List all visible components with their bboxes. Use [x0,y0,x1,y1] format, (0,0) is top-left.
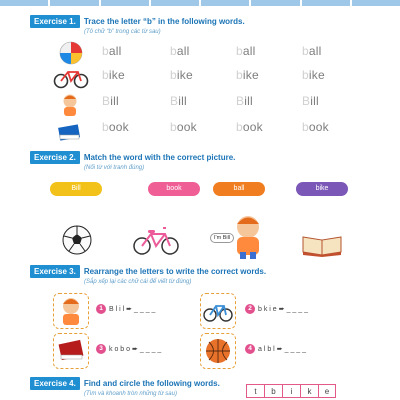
exercise-4-title: Find and circle the following words. [83,379,220,388]
pill-book[interactable]: book [148,182,200,196]
boy-bill-picture[interactable] [228,213,268,259]
word-rest: all [176,44,190,58]
exercise-3-subtitle: (Sắp xếp lại các chữ cái để viết từ đúng) [84,279,192,285]
pink-bicycle-icon[interactable] [132,222,180,256]
word-rest: ill [178,94,187,108]
exercise-4-subtitle: (Tìm và khoanh tròn những từ sau) [84,391,177,397]
word-rest: ook [176,120,197,134]
scramble-1: 1 B l i l ➨ _ _ _ _ [96,304,155,314]
pill-ball[interactable]: ball [213,182,265,196]
boy-bill-icon [54,294,88,328]
number-badge: 2 [245,304,255,314]
bicycle-icon [53,67,89,89]
word-rest: ike [242,68,259,82]
trace-letter[interactable]: b [102,120,109,134]
word-rest: ook [242,120,263,134]
word-rest: all [308,44,322,58]
trace-letter[interactable]: B [170,94,179,108]
exercise-1-subtitle: (Tô chữ “b” trong các từ sau) [84,29,161,35]
exercise-2-tag: Exercise 2. [30,151,80,164]
grid-cell[interactable]: b [264,384,282,398]
answer-blanks[interactable]: _ _ _ _ [134,305,156,313]
answer-blanks[interactable]: _ _ _ _ [284,345,307,353]
trace-word[interactable] [302,68,325,82]
beach-ball-icon [58,40,84,66]
boy-bill-icon [55,93,85,119]
soccer-ball-icon[interactable] [61,224,93,256]
trace-letter[interactable]: b [102,68,109,82]
picture-box-4 [200,333,236,369]
trace-letter[interactable]: B [302,94,311,108]
word-rest: ike [176,68,193,82]
book-icon [56,122,82,142]
word-rest: ike [108,68,125,82]
trace-letter[interactable]: b [170,68,177,82]
trace-word[interactable] [236,68,259,82]
number-badge: 4 [245,344,255,354]
trace-letter[interactable]: b [170,44,177,58]
answer-blanks[interactable]: _ _ _ _ [139,345,162,353]
word-rest: ook [308,120,329,134]
trace-word[interactable] [170,68,193,82]
exercise-4-tag: Exercise 4. [30,377,80,390]
exercise-3-header [30,265,266,278]
trace-letter[interactable]: b [236,68,243,82]
grid-cell[interactable]: k [300,384,318,398]
word-rest: ill [110,94,119,108]
trace-word[interactable] [302,94,319,108]
trace-letter[interactable]: B [236,94,245,108]
trace-letter[interactable]: b [102,44,109,58]
exercise-3-title: Rearrange the letters to write the correct words. [83,267,267,276]
grid-cell[interactable]: e [318,384,336,398]
number-badge: 3 [96,344,106,354]
trace-word[interactable] [170,120,197,134]
word-rest: ill [310,94,319,108]
top-banner [0,0,400,6]
exercise-1-title: Trace the letter “b” in the following words. [83,17,245,26]
trace-letter[interactable]: b [302,120,309,134]
scramble-letters: k o b o [109,345,131,353]
exercise-2-subtitle: (Nối từ với tranh đúng) [84,165,145,171]
scramble-2: 2 b k i e ➨ _ _ _ _ [245,304,308,314]
trace-letter[interactable]: b [302,68,309,82]
trace-word[interactable] [170,44,189,58]
trace-word[interactable] [236,120,263,134]
exercise-4-header [30,377,220,390]
grid-cell[interactable]: t [246,384,264,398]
open-book-icon[interactable] [301,231,343,257]
trace-word[interactable] [170,94,187,108]
trace-word[interactable] [102,94,119,108]
exercise-3-tag: Exercise 3. [30,265,80,278]
trace-word[interactable] [236,94,253,108]
word-rest: ook [108,120,129,134]
trace-word[interactable] [102,120,129,134]
word-rest: all [242,44,256,58]
trace-letter[interactable]: b [236,44,243,58]
answer-blanks[interactable]: _ _ _ _ [286,305,308,313]
trace-letter[interactable]: b [236,120,243,134]
exercise-1-tag: Exercise 1. [30,15,80,28]
scramble-letters: B l i l [109,305,125,313]
picture-box-2 [200,293,236,329]
trace-letter[interactable]: B [102,94,111,108]
trace-word[interactable] [102,44,121,58]
trace-word[interactable] [102,68,125,82]
trace-word[interactable] [302,120,329,134]
number-badge: 1 [96,304,106,314]
speech-bubble: I'm Bill [210,233,234,243]
bicycle-icon [201,294,235,328]
scramble-letters: a l b l [258,345,275,353]
word-rest: all [108,44,122,58]
grid-cell[interactable]: i [282,384,300,398]
pill-bike[interactable]: bike [296,182,348,196]
scramble-letters: b k i e [258,305,277,313]
exercise-2-header [30,151,235,164]
word-search-grid [246,384,336,398]
exercise-2-title: Match the word with the correct picture. [83,153,236,162]
picture-box-1 [53,293,89,329]
word-rest: ill [244,94,253,108]
scramble-3: 3 k o b o ➨ _ _ _ _ [96,344,161,354]
pill-bill[interactable]: Bill [50,182,102,196]
trace-word[interactable] [236,44,255,58]
exercise-1-header [30,15,245,28]
book-icon [54,334,88,368]
trace-letter[interactable]: b [170,120,177,134]
scramble-4: 4 a l b l ➨ _ _ _ _ [245,344,306,354]
word-rest: ike [308,68,325,82]
picture-box-3 [53,333,89,369]
trace-letter[interactable]: b [302,44,309,58]
trace-word[interactable] [302,44,321,58]
basketball-icon [201,334,235,368]
